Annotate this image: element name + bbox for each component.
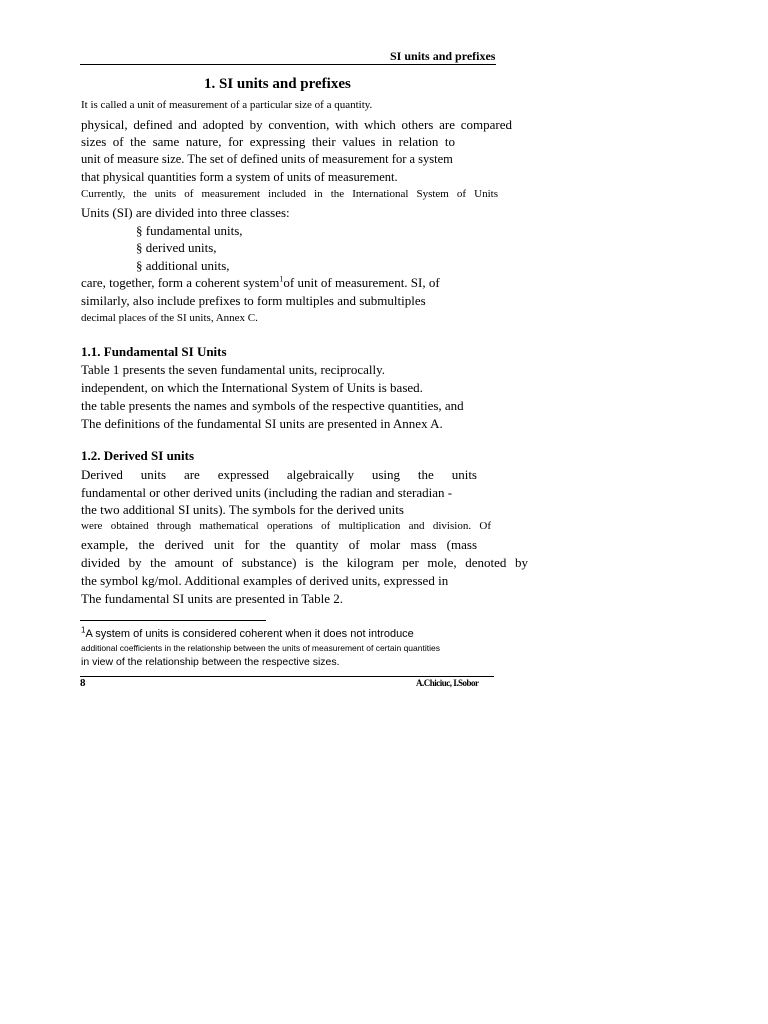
- page-number: 8: [80, 677, 86, 689]
- section-heading: 1.2. Derived SI units: [81, 448, 195, 463]
- paragraph-line: divided by the amount of substance) is the kilogram per mole, denoted by: [81, 555, 528, 570]
- text-fragment: care, together, form a coherent system: [81, 275, 280, 290]
- footnote-line: in view of the relationship between the respective sizes.: [81, 656, 340, 668]
- footnote-line: [81, 625, 414, 640]
- paragraph-line: The definitions of the fundamental SI units are presented in Annex A.: [81, 416, 443, 431]
- paragraph-line: the two additional SI units). The symbols for the derived units: [81, 502, 404, 517]
- list-item: § fundamental units,: [136, 223, 243, 238]
- paragraph-line: the table presents the names and symbols of the respective quantities, and: [81, 398, 464, 413]
- running-header: SI units and prefixes: [390, 49, 496, 63]
- footnote-line: additional coefficients in the relationship between the units of measurement of certain quantities: [81, 643, 440, 653]
- paragraph-line: similarly, also include prefixes to form multiples and submultiples: [81, 293, 426, 308]
- paragraph-line: sizes of the same nature, for expressing their values in relation to: [81, 134, 455, 149]
- paragraph-line: decimal places of the SI units, Annex C.: [81, 312, 258, 324]
- text-fragment: of unit of measurement. SI, of: [283, 275, 440, 290]
- footer-authors: A.Chiciuc, I.Sobor: [416, 678, 479, 688]
- text-fragment: A system of units is considered coherent when it does not introduce: [85, 628, 414, 640]
- header-rule: [80, 64, 496, 65]
- footnote-ref: 1: [279, 274, 284, 284]
- paragraph-line: example, the derived unit for the quantity of molar mass (mass: [81, 537, 477, 552]
- paragraph-line: Derived units are expressed algebraically using the units: [81, 467, 477, 482]
- list-item: § additional units,: [136, 258, 230, 273]
- paragraph-line: independent, on which the International System of Units is based.: [81, 380, 423, 395]
- paragraph-line: The fundamental SI units are presented in Table 2.: [81, 591, 344, 606]
- paragraph-line: fundamental or other derived units (including the radian and steradian -: [81, 485, 453, 500]
- footnote-marker: 1: [81, 625, 86, 635]
- footer-rule: [80, 676, 494, 677]
- paragraph-line: Table 1 presents the seven fundamental units, reciprocally.: [81, 362, 386, 377]
- footnote-rule: [80, 620, 266, 621]
- list-item: § derived units,: [136, 240, 217, 255]
- chapter-title: 1. SI units and prefixes: [204, 76, 351, 92]
- paragraph-line: were obtained through mathematical operations of multiplication and division. Of: [81, 520, 491, 532]
- paragraph-line: unit of measure size. The set of defined units of measurement for a system: [81, 152, 453, 166]
- paragraph-line: [81, 275, 440, 291]
- paragraph-line: physical, defined and adopted by convention, with which others are compared: [81, 117, 512, 132]
- paragraph-line: the symbol kg/mol. Additional examples of derived units, expressed in: [81, 573, 449, 588]
- paragraph-line: Currently, the units of measurement included in the International System of Units: [81, 188, 498, 200]
- section-heading: 1.1. Fundamental SI Units: [81, 344, 227, 359]
- paragraph-line: It is called a unit of measurement of a particular size of a quantity.: [81, 99, 373, 111]
- paragraph-line: Units (SI) are divided into three classes:: [81, 205, 290, 220]
- paragraph-line: that physical quantities form a system of units of measurement.: [81, 170, 398, 184]
